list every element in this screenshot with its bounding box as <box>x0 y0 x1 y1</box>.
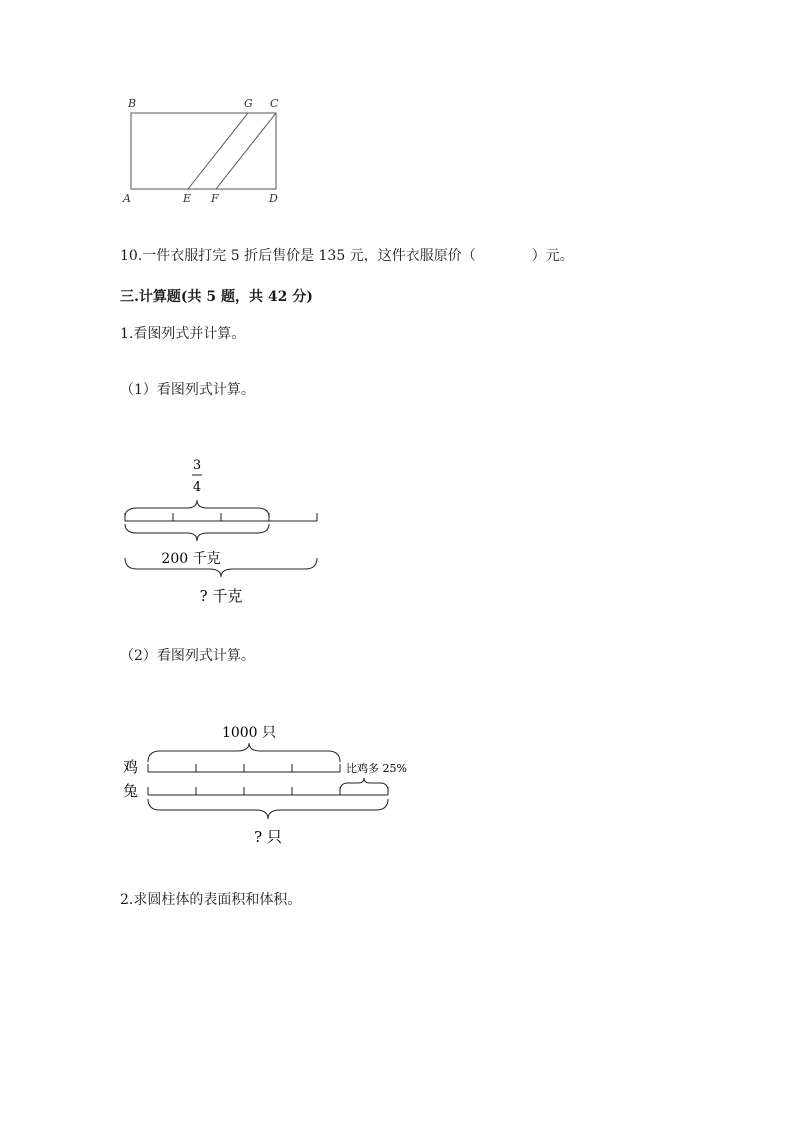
fraction-denominator: 4 <box>192 480 202 495</box>
label-e: E <box>183 192 192 205</box>
part-2-line-diagram <box>115 715 425 855</box>
section-heading: 三.计算题(共 5 题，共 42 分) <box>120 289 313 305</box>
unknown-label: ? 只 <box>254 828 282 846</box>
rabbit-label: 兔 <box>123 782 139 800</box>
segment-eg <box>188 113 248 189</box>
fraction-numerator: 3 <box>192 458 202 473</box>
label-c: C <box>270 97 279 110</box>
label-b: B <box>128 97 137 110</box>
question-2-title: 2.求圆柱体的表面积和体积。 <box>120 892 302 908</box>
known-label: 200 千克 <box>161 551 221 567</box>
rectangle-parallelogram-figure <box>110 92 310 212</box>
question-1-title: 1.看图列式并计算。 <box>120 326 246 342</box>
chicken-top-brace <box>148 743 340 762</box>
label-g: G <box>244 97 253 110</box>
label-d: D <box>269 192 278 205</box>
known-brace <box>125 524 269 541</box>
question-10 <box>120 246 574 266</box>
extra-label: 比鸡多 25% <box>346 762 407 775</box>
label-f: F <box>211 192 219 205</box>
chicken-label: 鸡 <box>123 758 139 776</box>
segment-fc <box>216 113 276 189</box>
rectangle-abcd <box>131 113 276 189</box>
label-a: A <box>123 192 131 205</box>
rabbit-bottom-brace <box>148 799 388 819</box>
part-1-line-diagram <box>115 450 335 610</box>
part-1-label: （1）看图列式计算。 <box>120 382 255 398</box>
unknown-label: ? 千克 <box>199 587 243 605</box>
top-label: 1000 只 <box>221 725 277 741</box>
part-2-label: （2）看图列式计算。 <box>120 648 255 664</box>
top-brace <box>125 500 269 517</box>
question-10-text-before: 10.一件衣服打完 5 折后售价是 135 元，这件衣服原价（ <box>120 248 476 264</box>
whole-brace <box>125 558 317 577</box>
extra-brace <box>340 778 388 791</box>
question-10-text-after: ）元。 <box>531 248 574 264</box>
